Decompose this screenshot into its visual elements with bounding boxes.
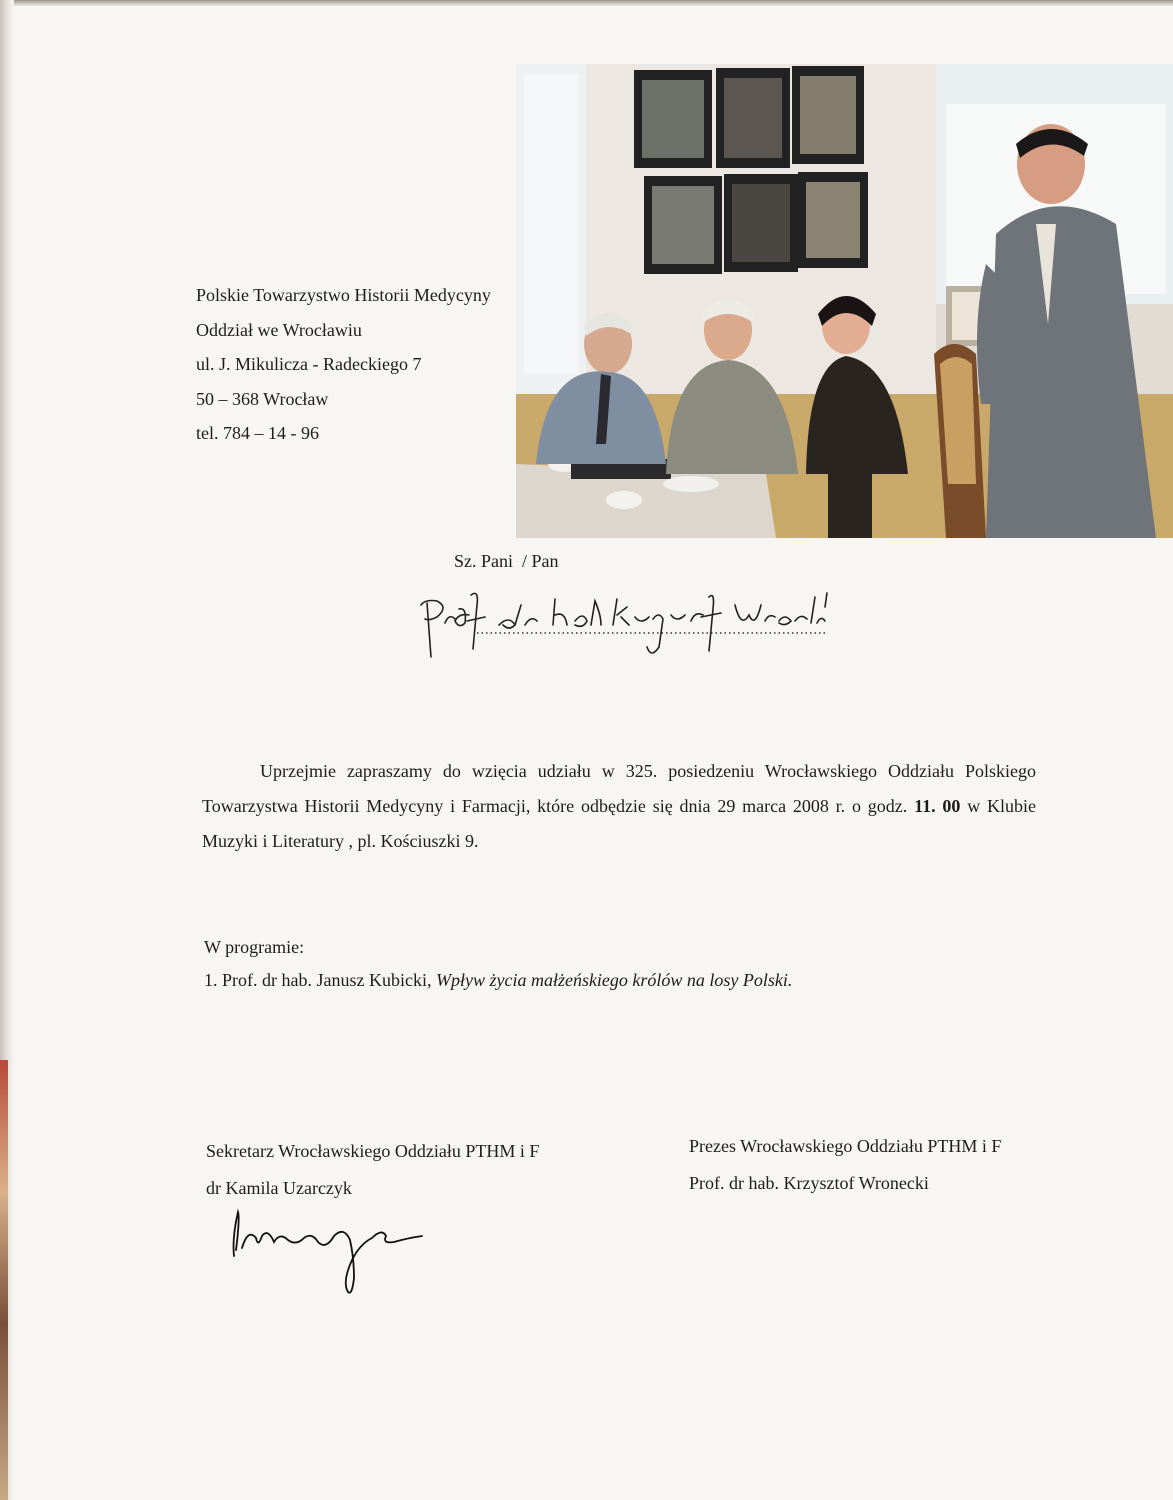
recipient-handwritten-name bbox=[415, 585, 835, 670]
program-heading: W programie: bbox=[204, 937, 305, 957]
program-item-number: 1. bbox=[204, 970, 218, 990]
sender-street: ul. J. Mikulicza - Radeckiego 7 bbox=[196, 354, 422, 374]
sender-address bbox=[196, 278, 526, 451]
program-item-speaker: Prof. dr hab. Janusz Kubicki, bbox=[222, 970, 436, 990]
secretary-name: dr Kamila Uzarczyk bbox=[206, 1178, 352, 1198]
program-section bbox=[204, 931, 792, 997]
meeting-photo bbox=[516, 64, 1173, 538]
binding-spine bbox=[0, 1060, 8, 1500]
president-signature-block bbox=[689, 1128, 1001, 1202]
sender-city: 50 – 368 Wrocław bbox=[196, 388, 329, 409]
sender-phone: tel. 784 – 14 - 96 bbox=[196, 423, 319, 443]
program-item-title: Wpływ życia małżeńskiego królów na losy Polski. bbox=[435, 970, 793, 990]
president-name: Prof. dr hab. Krzysztof Wronecki bbox=[689, 1173, 929, 1193]
invitation-text-2: . posiedzeniu Wrocławskiego Oddziału Polskiego Towarzystwa Historii Medycyny i Farmacji, które odbędzie się dnia 29 marca 2008 r. o godz. bbox=[202, 761, 1036, 816]
secretary-signature-block bbox=[206, 1133, 539, 1207]
session-number: 325 bbox=[625, 761, 653, 781]
program-item-1 bbox=[204, 964, 792, 997]
sender-branch: Oddział we Wrocławiu bbox=[196, 319, 362, 340]
page-top-edge bbox=[0, 0, 1173, 6]
secretary-role: Sekretarz Wrocławskiego Oddziału PTHM i F bbox=[206, 1141, 540, 1161]
meeting-time: 11. 00 bbox=[914, 796, 961, 816]
salutation: Sz. Pani / Pan bbox=[454, 551, 559, 571]
invitation-text-3: w Klubie Muzyki i Literatury , pl. Kościuszki 9. bbox=[202, 796, 1036, 851]
sender-organization: Polskie Towarzystwo Historii Medycyny bbox=[196, 285, 491, 305]
secretary-handwritten-signature bbox=[222, 1198, 432, 1313]
invitation-text-1: Uprzejmie zapraszamy do wzięcia udziału w bbox=[260, 761, 626, 781]
president-role: Prezes Wrocławskiego Oddziału PTHM i F bbox=[689, 1136, 1002, 1156]
invitation-paragraph bbox=[202, 754, 1036, 859]
